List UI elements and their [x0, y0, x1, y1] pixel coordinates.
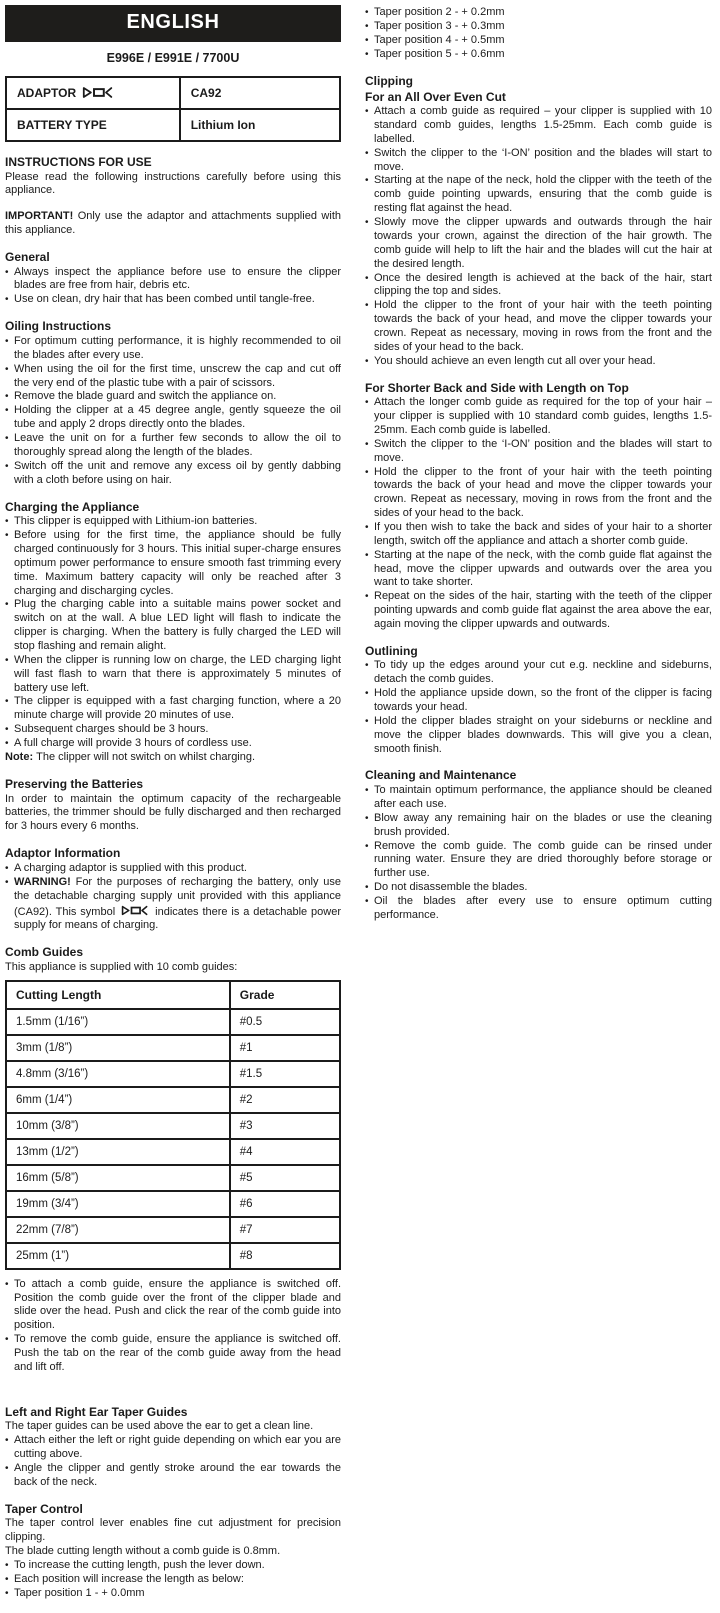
section-subheading: For an All Over Even Cut [365, 89, 506, 104]
bullet-text: Repeat on the sides of the hair, starting with the teeth of the clipper pointing upwards and comb guide flat against the area above the ear, again moving the clipper upwards and outwards. [374, 590, 712, 630]
spec-table [5, 76, 341, 142]
paragraph: This appliance is supplied with 10 comb guides: [5, 960, 238, 973]
bullet-item [365, 105, 712, 147]
bullet-text: Taper position 3 - + 0.3mm [374, 20, 505, 32]
bullet-icon: • [365, 300, 369, 312]
paragraph: IMPORTANT! Only use the adaptor and attachments supplied with this appliance. [5, 210, 341, 237]
bullet-icon: • [365, 7, 369, 18]
bullet-text: Hold the clipper to the front of your hair with the teeth pointing towards the back of your head and move the clipper towards your crown. Repeat as necessary, moving in rows from the front and the sides of your head to the back. [374, 465, 712, 520]
bullet-icon: • [5, 391, 9, 403]
paragraph: The taper guides can be used above the ear to get a clean line. [5, 1420, 314, 1433]
bullet-item [5, 460, 341, 488]
bullet-text: Angle the clipper and gently stroke around the ear towards the back of the neck. [14, 1461, 341, 1488]
bullet-icon: • [5, 516, 9, 528]
bullet-icon: • [5, 363, 9, 375]
paragraph: The taper control lever enables fine cut adjustment for precision clipping. [5, 1517, 341, 1544]
bullet-icon: • [365, 147, 369, 159]
grade-cell: #4 [230, 1139, 340, 1165]
bullet-text: Taper position 4 - + 0.5mm [374, 34, 505, 46]
bullet-text: Attach a comb guide as required – your clipper is supplied with 10 standard comb guides, lengths 1.5-25mm. Each comb guide is labelled. [374, 105, 712, 145]
section-heading: Preserving the Batteries [5, 777, 144, 792]
bullet-item [365, 396, 712, 438]
doc-section [5, 1502, 341, 1601]
bullet-text: Switch off the unit and remove any excess oil by gently dabbing with a cloth before using on hair. [14, 459, 341, 486]
bullet-text: Remove the comb guide. The comb guide can be rinsed under running water. Ensure they are dried thoroughly before storage or further use. [374, 839, 712, 880]
bullet-icon: • [365, 21, 369, 32]
bullet-item [5, 1559, 341, 1573]
bullet-text: Blow away any remaining hair on the blades or use the cleaning brush provided. [374, 811, 712, 838]
bullet-icon: • [5, 294, 9, 306]
bullet-text: Taper position 1 - + 0.0mm [14, 1586, 145, 1599]
bullet-icon: • [365, 106, 369, 118]
bullet-item [5, 363, 341, 391]
bullet-item [365, 466, 712, 521]
paragraph: Note: The clipper will not switch on whilst charging. [5, 751, 256, 764]
left-column [5, 5, 341, 1613]
bullet-item [365, 687, 712, 715]
grade-cell: #5 [230, 1165, 340, 1191]
paragraph: Please read the following instructions carefully before using this appliance. [5, 170, 341, 197]
bullet-text: Subsequent charges should be 3 hours. [14, 723, 209, 736]
bullet-text: Once the desired length is achieved at the back of the hair, start clipping the top and sides. [374, 271, 712, 298]
cutting-length-cell: 6mm (1/4”) [6, 1087, 230, 1113]
bullet-text: When using the oil for the first time, unscrew the cap and cut off the very end of the plastic tube with a pair of scissors. [14, 362, 341, 389]
bullet-icon: • [5, 1587, 9, 1599]
bullet-text: Taper position 2 - + 0.2mm [374, 6, 505, 18]
bullet-text: Starting at the nape of the neck, hold the clipper with the teeth of the comb guide pointing upwards, ensuring that the comb guide is resting flat against the head. [374, 174, 712, 215]
bullet-text: Each position will increase the length as below: [14, 1572, 244, 1585]
bullet-item [5, 654, 341, 696]
bullet-icon: • [365, 785, 369, 797]
bullet-item [365, 895, 712, 923]
doc-section [5, 777, 341, 834]
model-numbers: E996E / E991E / 7700U [106, 51, 240, 65]
bullet-text: For optimum cutting performance, it is highly recommended to oil the blades after every use. [14, 334, 341, 361]
right-column [365, 5, 712, 1613]
detachable-power-supply-icon [121, 904, 149, 917]
bullet-text: Oil the blades after every use to ensure optimum cutting performance. [374, 895, 712, 921]
spec-table-row [6, 77, 340, 109]
bullet-item [5, 598, 341, 653]
bullet-icon: • [5, 335, 9, 347]
cutting-length-cell: 22mm (7/8”) [6, 1217, 230, 1243]
bullet-item [365, 521, 712, 549]
bullet-item [365, 147, 712, 175]
bullet-item [5, 1462, 341, 1490]
cutting-length-cell: 10mm (3/8”) [6, 1113, 230, 1139]
bullet-text: When the clipper is running low on charge, the LED charging light will fast flash to warn that there is approximately 5 minutes of battery use left. [14, 653, 341, 694]
bullet-item [5, 876, 341, 933]
bullet-text: To maintain optimum performance, the appliance should be cleaned after each use. [374, 784, 712, 810]
bullet-text: Attach the longer comb guide as required for the top of your hair – your clipper is supplied with 10 standard comb guides, lengths 1.5-25mm. Each comb guide is labelled. [374, 396, 712, 436]
bullet-text: To increase the cutting length, push the lever down. [14, 1558, 265, 1571]
bullet-text: Slowly move the clipper upwards and outwards through the hair towards your crown, against the direction of the hair growth. The comb guide will help to lift the hair and the blades will cut the hair at the desired length. [374, 216, 712, 270]
bullet-text: A full charge will provide 3 hours of cordless use. [14, 737, 252, 750]
bullet-icon: • [365, 549, 369, 561]
bullet-icon: • [365, 521, 369, 533]
bullet-item [365, 48, 712, 62]
grade-cell: #6 [230, 1191, 340, 1217]
bullet-text: Always inspect the appliance before use to ensure the clipper blades are free from hair, debris etc. [14, 265, 341, 292]
bullet-text: Holding the clipper at a 45 degree angle, gently squeeze the oil tube and apply 2 drops directly onto the blades. [14, 404, 341, 431]
bullet-item [365, 20, 712, 34]
bullet-icon: • [5, 1559, 9, 1571]
bullet-text: Switch the clipper to the ‘I-ON’ position and the blades will start to move. [374, 146, 712, 173]
comb-table-row [6, 1191, 340, 1217]
bullet-icon: • [5, 738, 9, 750]
bullet-icon: • [365, 49, 369, 60]
grade-cell: #8 [230, 1243, 340, 1269]
bullet-icon: • [5, 696, 9, 708]
comb-table-row [6, 1139, 340, 1165]
bullet-icon: • [5, 1278, 9, 1290]
bullet-text: Hold the clipper to the front of your hair with the teeth pointing towards the back of your head, and move the clipper towards your crown. Repeat as necessary, moving in rows from the front and the sides of your head to the back. [374, 299, 712, 353]
bullet-icon: • [5, 530, 9, 542]
bullet-icon: • [365, 715, 369, 727]
bullet-item [5, 695, 341, 723]
section-heading: Oiling Instructions [5, 319, 112, 334]
doc-section [365, 644, 712, 757]
section-heading: INSTRUCTIONS FOR USE [5, 155, 152, 169]
bullet-icon: • [365, 397, 369, 409]
section-heading: Outlining [365, 643, 418, 658]
bullet-text: Do not disassemble the blades. [374, 881, 528, 894]
spec-value: Lithium Ion [180, 109, 340, 141]
bullet-item [5, 404, 341, 432]
comb-table-row [6, 1035, 340, 1061]
section-heading: Adaptor Information [5, 846, 121, 861]
bullet-icon: • [365, 438, 369, 450]
bullet-item [365, 881, 712, 895]
doc-section [365, 6, 712, 62]
bullet-item [5, 1333, 341, 1375]
bullet-icon: • [365, 217, 369, 229]
cutting-length-cell: 25mm (1”) [6, 1243, 230, 1269]
doc-section [5, 155, 341, 198]
grade-cell: #1 [230, 1035, 340, 1061]
spec-label: ADAPTOR [6, 77, 180, 109]
bullet-text: Attach either the left or right guide depending on which ear you are cutting above. [14, 1434, 341, 1460]
comb-table-row [6, 1165, 340, 1191]
grade-cell: #0.5 [230, 1009, 340, 1035]
doc-section [365, 768, 712, 922]
section-heading: Charging the Appliance [5, 499, 140, 514]
bullet-icon: • [5, 433, 9, 445]
bullet-item [5, 266, 341, 294]
cutting-length-cell: 13mm (1/2”) [6, 1139, 230, 1165]
grade-cell: #3 [230, 1113, 340, 1139]
bullet-item [365, 812, 712, 840]
bullet-icon: • [365, 591, 369, 603]
bullet-icon: • [365, 882, 369, 894]
bullet-icon: • [365, 272, 369, 284]
comb-table-row [6, 1243, 340, 1269]
comb-table-row [6, 1113, 340, 1139]
bullet-text: Switch the clipper to the ‘I-ON’ position and the blades will start to move. [374, 437, 712, 464]
bullet-text: The clipper is equipped with a fast charging function, where a 20 minute charge will provide 20 minutes of use. [14, 695, 341, 722]
right-column-text [365, 6, 712, 923]
cutting-length-cell: 1.5mm (1/16”) [6, 1009, 230, 1035]
grade-cell: #2 [230, 1087, 340, 1113]
doc-section [5, 846, 341, 933]
bullet-item [365, 174, 712, 216]
section-heading: General [5, 250, 50, 265]
bullet-icon: • [365, 688, 369, 700]
bullet-icon: • [365, 175, 369, 187]
comb-table-header-row [6, 981, 340, 1009]
bullet-icon: • [365, 840, 369, 852]
paragraph: In order to maintain the optimum capacity of the rechargeable batteries, the trimmer should be fully discharged and then recharged for 3 hours every 6 months. [5, 792, 341, 833]
section-heading: For Shorter Back and Side with Length on Top [365, 380, 629, 395]
bullet-icon: • [5, 862, 9, 874]
grade-cell: #7 [230, 1217, 340, 1243]
bullet-text: To tidy up the edges around your cut e.g. neckline and sideburns, detach the comb guides. [374, 659, 712, 686]
bullet-icon: • [365, 355, 369, 367]
bullet-item [365, 299, 712, 354]
bullet-item [365, 272, 712, 300]
bullet-icon: • [5, 599, 9, 611]
bullet-icon: • [5, 460, 9, 472]
bullet-item [5, 432, 341, 460]
bullet-item [365, 590, 712, 632]
bullet-icon: • [5, 1573, 9, 1585]
cutting-length-cell: 19mm (3/4”) [6, 1191, 230, 1217]
bullet-item [5, 293, 341, 307]
bullet-icon: • [365, 896, 369, 908]
bullet-icon: • [365, 35, 369, 46]
bullet-text: To attach a comb guide, ensure the appliance is switched off. Position the comb guide over the front of the clipper blade and slide over the head. Push and click the rear of the comb guide into position. [14, 1277, 341, 1332]
bold-lead: WARNING! [14, 875, 76, 888]
bullet-item [5, 1587, 341, 1601]
bullet-item [365, 216, 712, 271]
bullet-item [365, 840, 712, 882]
bullet-icon: • [365, 466, 369, 478]
bullet-item [5, 862, 341, 876]
comb-guides-table [5, 980, 341, 1270]
comb-table-header: Grade [230, 981, 340, 1009]
bullet-text: Hold the clipper blades straight on your sideburns or neckline and move the clipper blades downwards. This will give you a clean, smooth finish. [374, 714, 712, 755]
doc-section [365, 74, 712, 369]
bullet-icon: • [365, 660, 369, 672]
section-heading: Taper Control [5, 1501, 83, 1516]
bullet-item [365, 784, 712, 812]
doc-section [5, 250, 341, 307]
section-heading: Left and Right Ear Taper Guides [5, 1404, 188, 1419]
bullet-text: A charging adaptor is supplied with this product. [14, 861, 247, 874]
bullet-text: This clipper is equipped with Lithium-ion batteries. [14, 515, 258, 528]
doc-section [365, 381, 712, 632]
doc-section [5, 945, 341, 1374]
comb-table-row [6, 1217, 340, 1243]
bullet-icon: • [5, 266, 9, 278]
bullet-text: Hold the appliance upside down, so the front of the clipper is facing towards your head. [374, 687, 712, 714]
bullet-item [365, 34, 712, 48]
bullet-item [5, 723, 341, 737]
cutting-length-cell: 3mm (1/8”) [6, 1035, 230, 1061]
bullet-text: WARNING! For the purposes of recharging the battery, only use the detachable charging supply unit provided with this appliance (CA92). This symbol indicates there is a detachable power supply for means of charging. [14, 875, 341, 932]
bullet-item [365, 355, 712, 369]
comb-table-row [6, 1087, 340, 1113]
doc-section [5, 210, 341, 238]
bullet-item [365, 549, 712, 591]
bullet-text: Plug the charging cable into a suitable mains power socket and switch on at the wall. A blue LED light will flash to indicate the clipper is charging. When the battery is fully charged the LED will stop flashing and remain alight. [14, 598, 341, 652]
comb-table-row [6, 1061, 340, 1087]
grade-cell: #1.5 [230, 1061, 340, 1087]
doc-section [5, 1405, 341, 1490]
bullet-text: Starting at the nape of the neck, with the comb guide flat against the head, move the clipper upwards and outwards over the area you want to take shorter. [374, 548, 712, 589]
bullet-item [5, 1573, 341, 1587]
spec-label: BATTERY TYPE [6, 109, 180, 141]
bullet-item [5, 1278, 341, 1333]
bullet-text: To remove the comb guide, ensure the appliance is switched off. Push the tab on the rear of the comb guide away from the head and lift off. [14, 1333, 341, 1373]
spec-value: CA92 [180, 77, 340, 109]
bold-lead: Note: [5, 751, 37, 764]
bullet-icon: • [365, 812, 369, 824]
bullet-icon: • [5, 1462, 9, 1474]
cutting-length-cell: 16mm (5/8”) [6, 1165, 230, 1191]
bullet-text: If you then wish to take the back and sides of your hair to a shorter length, switch off the appliance and attach a shorter comb guide. [374, 520, 712, 547]
bullet-item [5, 335, 341, 363]
comb-table-header: Cutting Length [6, 981, 230, 1009]
section-heading: Cleaning and Maintenance [365, 768, 517, 783]
spec-table-row [6, 109, 340, 141]
left-column-text [5, 155, 341, 1601]
detachable-power-supply-icon [82, 86, 114, 99]
bullet-text: Use on clean, dry hair that has been combed until tangle-free. [14, 293, 315, 306]
bullet-item [365, 659, 712, 687]
bullet-text: Remove the blade guard and switch the appliance on. [14, 390, 277, 403]
paragraph: The blade cutting length without a comb guide is 0.8mm. [5, 1544, 281, 1557]
bullet-item [5, 529, 341, 598]
bullet-item [5, 737, 341, 751]
bullet-item [365, 715, 712, 757]
bullet-icon: • [5, 1435, 9, 1447]
bullet-item [365, 438, 712, 466]
language-banner: ENGLISH [5, 5, 341, 42]
bold-lead: IMPORTANT! [5, 210, 78, 223]
bullet-icon: • [5, 876, 9, 888]
bullet-text: Taper position 5 - + 0.6mm [374, 48, 505, 60]
bullet-item [5, 1434, 341, 1462]
bullet-text: Leave the unit on for a further few seconds to allow the oil to thoroughly spread along the length of the blades. [14, 432, 341, 458]
bullet-icon: • [5, 405, 9, 417]
bullet-icon: • [5, 654, 9, 666]
bullet-item [5, 515, 341, 529]
bullet-item [5, 390, 341, 404]
bullet-text: Before using for the first time, the appliance should be fully charged continuously for 3 hours. This initial super-charge ensures optimum power performance to ensure smooth fast trimming every time. Maximum battery capacity will only be reached after 3 charging and discharging cycles. [14, 529, 341, 597]
comb-table-row [6, 1009, 340, 1035]
section-heading: Clipping [365, 74, 413, 88]
bullet-icon: • [5, 724, 9, 736]
bullet-icon: • [5, 1334, 9, 1346]
bullet-text: You should achieve an even length cut all over your head. [374, 354, 656, 367]
doc-section [5, 500, 341, 765]
bullet-item [365, 6, 712, 20]
section-heading: Comb Guides [5, 945, 84, 960]
cutting-length-cell: 4.8mm (3/16”) [6, 1061, 230, 1087]
doc-section [5, 319, 341, 487]
